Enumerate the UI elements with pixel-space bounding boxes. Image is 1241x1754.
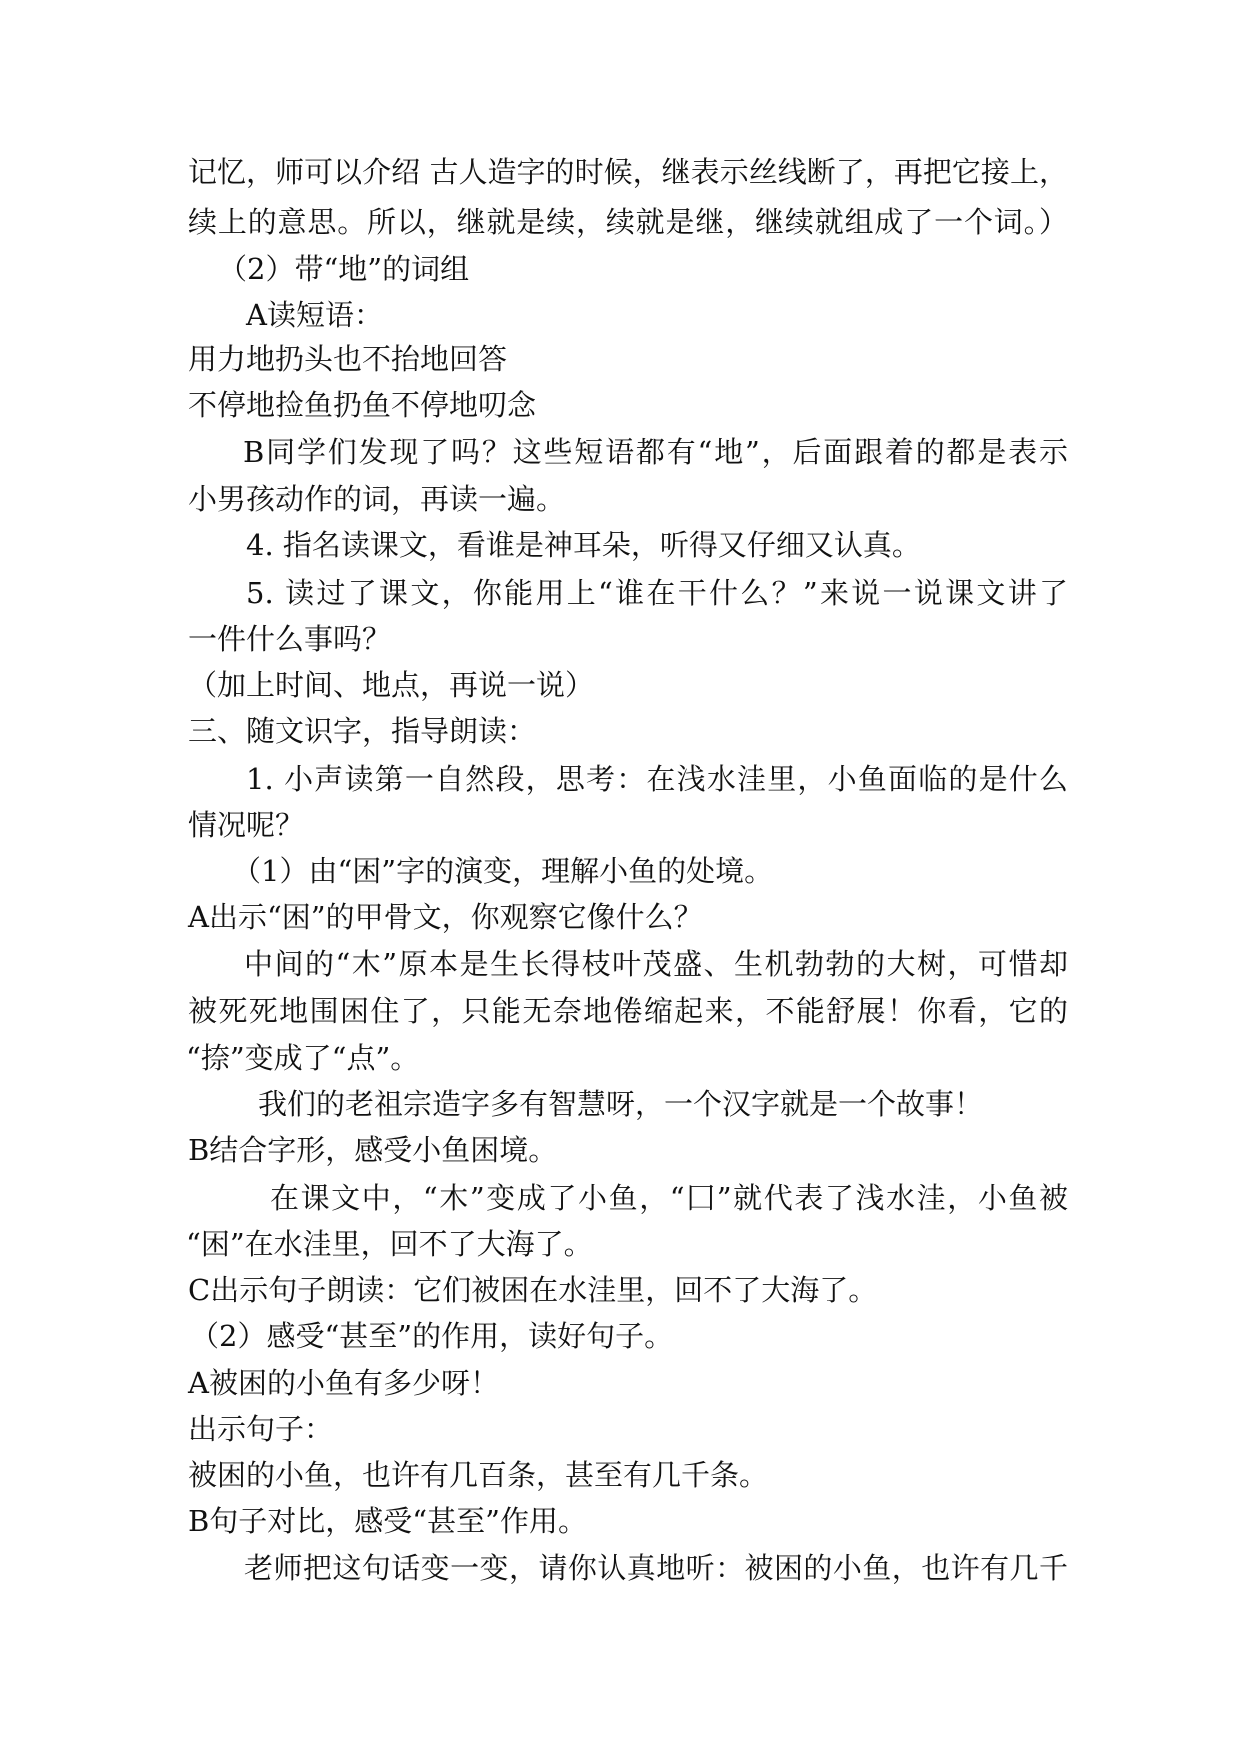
text-line-8: 小男孩动作的词，再读一遍。: [188, 482, 566, 516]
text-line-30: B句子对比，感受“甚至”作用。: [188, 1504, 587, 1538]
text-line-6: 不停地捡鱼扔鱼不停地叨念: [188, 388, 537, 422]
text-line-11: 一件什么事吗？: [188, 622, 392, 656]
text-line-31: 老师把这句话变一变，请你认真地听：被困的小鱼，也许有几千: [244, 1551, 1068, 1585]
text-line-4: A读短语：: [246, 298, 383, 332]
text-line-14: 1. 小声读第一自然段，思考：在浅水洼里，小鱼面临的是什么: [246, 762, 1068, 796]
text-line-13: 三、随文识字，指导朗读：: [188, 714, 537, 748]
text-line-2: 续上的意思。所以，继就是续，续就是继，继续就组成了一个词。）: [188, 205, 1068, 239]
text-line-3: （2）带“地”的词组: [218, 252, 470, 286]
text-line-12: （加上时间、地点，再说一说）: [188, 668, 595, 702]
text-line-26: （2）感受“甚至”的作用，读好句子。: [190, 1319, 674, 1353]
text-line-29: 被困的小鱼，也许有几百条，甚至有几千条。: [188, 1458, 769, 1492]
text-line-28: 出示句子：: [188, 1412, 334, 1446]
text-line-18: 中间的“木”原本是生长得枝叶茂盛、生机勃勃的大树，可惜却: [244, 947, 1068, 981]
text-line-7: B同学们发现了吗？这些短语都有“地”，后面跟着的都是表示: [243, 435, 1068, 469]
text-line-5: 用力地扔头也不抬地回答: [188, 342, 508, 376]
text-line-15: 情况呢？: [188, 808, 305, 842]
text-line-23: 在课文中，“木”变成了小鱼，“囗”就代表了浅水洼，小鱼被: [270, 1181, 1068, 1215]
text-line-27: A被困的小鱼有多少呀！: [188, 1366, 499, 1400]
text-line-25: C出示句子朗读：它们被困在水洼里，回不了大海了。: [188, 1273, 878, 1307]
text-line-24: “困”在水洼里，回不了大海了。: [186, 1227, 593, 1261]
text-line-20: “捺”变成了“点”。: [186, 1041, 420, 1075]
text-line-9: 4. 指名读课文，看谁是神耳朵，听得又仔细又认真。: [246, 528, 921, 562]
text-line-21: 我们的老祖宗造字多有智慧呀，一个汉字就是一个故事！: [258, 1087, 984, 1121]
text-line-16: （1）由“困”字的演变，理解小鱼的处境。: [232, 854, 774, 888]
text-line-22: B结合字形，感受小鱼困境。: [188, 1133, 558, 1167]
text-line-17: A出示“困”的甲骨文，你观察它像什么？: [188, 900, 703, 934]
text-line-19: 被死死地围困住了，只能无奈地倦缩起来，不能舒展！你看，它的: [188, 994, 1068, 1028]
text-line-1: 记忆，师可以介绍 古人造字的时候，继表示丝线断了，再把它接上，: [188, 155, 1068, 189]
text-line-10: 5. 读过了课文，你能用上“谁在干什么？”来说一说课文讲了: [246, 576, 1068, 610]
